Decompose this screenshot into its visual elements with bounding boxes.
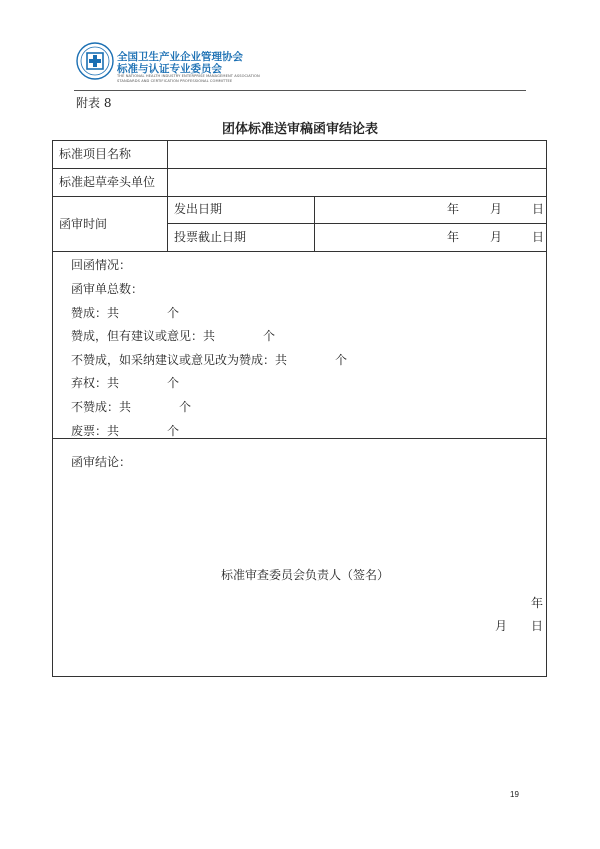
org-name-en-line1: THE NATIONAL HEALTH INDUSTRY ENTERPRISE MANAGEMENT ASSOCIATION [117,74,260,78]
org-name-cn-line1: 全国卫生产业企业管理协会 [117,51,243,63]
reply-line-abstain: 弃权：共 个 [71,376,180,390]
reply-line-disapprove: 不赞成：共 个 [71,400,192,414]
reply-line-approve: 赞成：共 个 [71,306,180,320]
conclusion-month-day-label: 月 日 [495,619,544,633]
project-name-field[interactable] [171,145,541,163]
column-divider [314,196,315,251]
issue-month-label: 月 [490,202,503,216]
lead-unit-label: 标准起草牵头单位 [59,175,156,189]
reply-line-invalid: 废票：共 个 [71,424,180,438]
project-name-label: 标准项目名称 [59,147,132,161]
reply-line-total: 函审单总数： [71,282,144,296]
header-divider [74,90,526,91]
issue-year-label: 年 [447,202,460,216]
conclusion-heading: 函审结论： [71,455,132,469]
issue-day-label: 日 [532,202,545,216]
document-title: 团体标准送审稿函审结论表 [221,122,378,137]
issue-date-label: 发出日期 [174,202,223,216]
reply-heading: 回函情况： [71,258,132,272]
page-number: 19 [510,790,519,799]
column-divider [167,141,168,251]
row-divider [53,196,546,197]
lead-unit-field[interactable] [171,173,541,191]
conclusion-year-label: 年 [531,596,544,610]
row-divider [53,251,546,252]
reply-line-disapprove-to-approve: 不赞成，如采纳建议或意见改为赞成：共 个 [71,353,348,367]
reply-line-approve-with-comments: 赞成，但有建议或意见：共 个 [71,329,276,343]
review-time-label: 函审时间 [59,217,108,231]
row-divider [167,223,546,224]
vote-deadline-label: 投票截止日期 [174,230,247,244]
deadline-month-label: 月 [490,230,503,244]
deadline-day-label: 日 [532,230,545,244]
review-conclusion-table [52,140,547,677]
appendix-label: 附表 8 [76,96,112,110]
signer-label: 标准审查委员会负责人（签名） [221,568,390,582]
row-divider [53,168,546,169]
org-name-en-line2: STANDARDS AND CERTIFICATION PROFESSIONAL COMMITTEE [117,79,233,83]
association-seal-icon [76,42,114,80]
org-name-cn-line2: 标准与认证专业委员会 [117,63,222,75]
deadline-year-label: 年 [447,230,460,244]
